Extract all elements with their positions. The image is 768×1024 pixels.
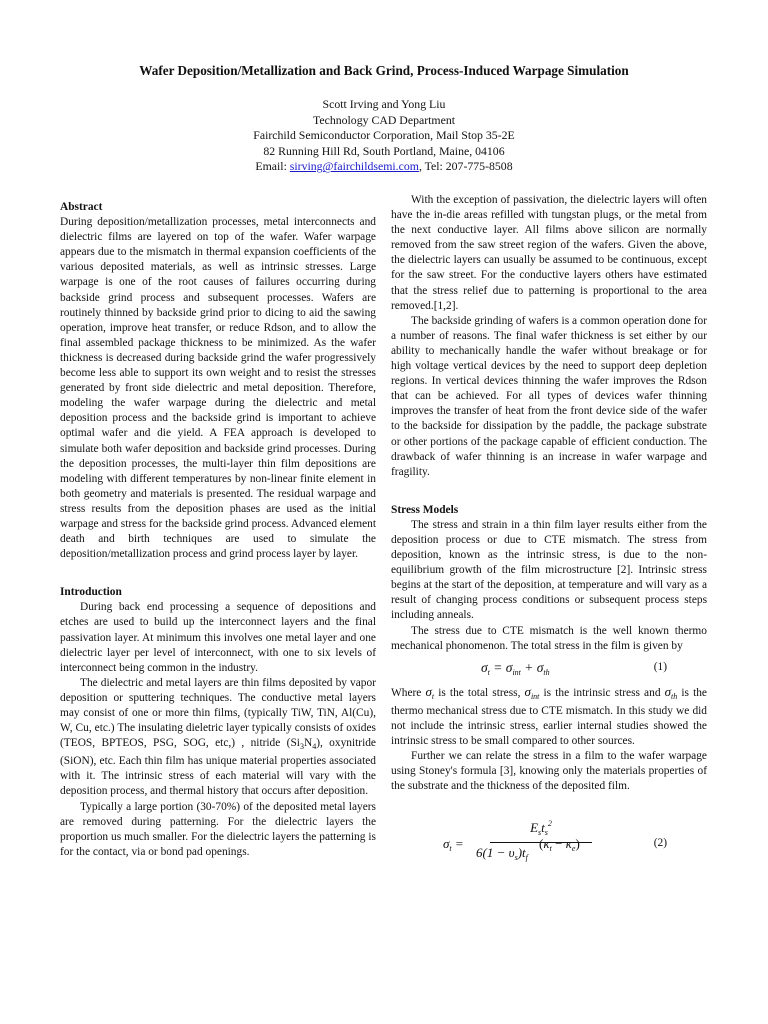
equation-2-lhs: $\sigma_t$ =: [443, 836, 464, 854]
email-prefix: Email:: [255, 159, 290, 174]
author-block: [0, 97, 768, 175]
equation-2: [391, 816, 707, 882]
stress-paragraph-2: The stress due to CTE mismatch is the well known thermo mechanical phonomenon. The total stress in the film is given by: [391, 624, 707, 652]
left-column: [60, 200, 376, 860]
equation-1-number: (1): [653, 660, 667, 673]
equation-1: [391, 654, 707, 684]
right-paragraph-1: With the exception of passivation, the dielectric layers will often have the in-die areas refilled with tungstan plugs, or the metal from the next conductive layer. All films above silicon are normally removed from the saw street region of the wafers. Given the above, the dielectric layers can usually be assumed to be continuous, except for the saw street. For the conductive layers others have estimated that the stress relief due to patterning is proportional to the area removed.[1,2].: [391, 194, 707, 312]
intro-paragraph-1: During back end processing a sequence of depositions and etches are used to build up the interconnect layers and the final passivation layer. At minimum this involves one metal layer and one dielectric layer per level of interconnect, with one to six levels of interconnect being common in the industry.: [60, 601, 376, 674]
author-department: Technology CAD Department: [312, 112, 455, 127]
intro-paragraph-2: The dielectric and metal layers are thin films deposited by vapor deposition or sputtering techniques. The conductive metal layers may consist of one or more thin films, (typically TiW, TiN, Al(Cu), W, Cu, etc.) The insulating dieletric layer typically consists of oxides (TEOS, BPTEOS, PSG, SOG, etc,) , nitride $(Si_3N_4)$, oxynitride (SiON), etc. Each thin film has unique material properties associated with it. The intrinsic stress of each material will vary with the deposition process, and thermal history that occurs after deposition.: [60, 676, 376, 798]
author-company: Fairchild Semiconductor Corporation, Mail Stop 35-2E: [253, 128, 515, 143]
equation-2-number: (2): [653, 837, 667, 850]
right-column: [391, 193, 707, 882]
stress-models-heading: Stress Models: [391, 503, 459, 516]
intro-paragraph-3: Typically a large portion (30-70%) of the deposited metal layers are removed during patterning. For the dielectric layers the proportion us much smaller. For the dielectric layers the patterning is for the contact, via or bond pad openings.: [60, 800, 376, 858]
telephone: , Tel: 207-775-8508: [418, 159, 513, 174]
abstract-text: During deposition/metallization processes, metal interconnects and dielectric films are layered on top of the wafer. Wafer warpage appears due to the mismatch in thermal expansion coefficients of the various deposited materials, as well as intrinsic stresses. Large warpage is one of the root causes of failures occurring during backside grind process and subsequent processes. Wafers are routinely thinned by backside grind prior to dicing to aid the sawing operation, improve heat transfer, or reduce Rdson, and to allow the final assembled package thickness to be minimized. As the wafer thickness is decreased during backside grind the wafer progressively become less able to support its own weight and to resist the stresses generated by front side dielectric and metal deposition. Therefore, modeling the wafer warpage during the dielectric and metal deposition process and the backside grind is important to achieve optimal wafer and die yield. A FEA approach is developed to simulate both wafer deposition and backside grind processes. During the deposition processes, the multi-layer thin film depositions are modeling with different temperatures by non-linear finite element in both geometry and materials is presented. The residual warpage and stress results from the deposition phases are used as the initial warpage and stress for the backside grind process. Advanced element death and birth techniques are used to simulate the deposition/metallization process and grind process layer by layer.: [60, 216, 376, 561]
paper-title: Wafer Deposition/Metallization and Back Grind, Process-Induced Warpage Simulation: [139, 63, 629, 78]
right-paragraph-2: The backside grinding of wafers is a common operation done for a number of reasons. The final wafer thickness is set either by our ability to mechanically handle the wafer without breakage or for high voltage vertical devices by the need to support deep depletion regions. In vertical devices thinning the wafer improves the Rdson that can be achieved. For all types of devices wafer thinning improves the transfer of heat from the front device side of the wafer to the backside for dissipation by the paddle, the package substrate or other portions of the package capable of efficient conduction. The drawback of wafer thinning is an increase in wafer warpage and fragility.: [391, 314, 707, 478]
email-link[interactable]: sirving@fairchildsemi.com: [289, 159, 419, 174]
equation-1-expression: $\sigma_t = \sigma_{int} + \sigma_{th}$: [481, 659, 550, 677]
author-address: 82 Running Hill Rd, South Portland, Maine, 04106: [263, 143, 505, 158]
equation-2-fraction: $E_st_s^2$ $6(1 - \upsilon_s)t_f$: [476, 816, 616, 865]
abstract-heading: Abstract: [60, 201, 103, 213]
introduction-heading: Introduction: [60, 586, 122, 599]
author-contact: [0, 159, 768, 175]
stress-paragraph-1: The stress and strain in a thin film layer results either from the deposition process or due to CTE mismatch. The stress from deposition, known as the intrinsic stress, is due to the non-equilibrium growth of the film microstructure [2]. Intrinsic stress begins at the start of the deposition, at temperature and will vary as a result of changing process conditions or subsequent process steps including anneals.: [391, 518, 707, 622]
equation-2-rhs: $(\kappa_t - \kappa_e)$: [539, 836, 580, 854]
stoney-paragraph: Further we can relate the stress in a film to the wafer warpage using Stoney's formula [3], knowing only the materials properties of the substrate and the thickness of the deposited film.: [391, 750, 707, 793]
where-paragraph: Where $\sigma_t$ is the total stress, $\sigma_{int}$ is the intrinsic stress and $\sigma_{th}$ is the thermo mechanical stress due to CTE mismatch. In this study we did not include the intrinsic stress, earlier internal studies showed the intrinsic stress to be small compared to other sources.: [391, 683, 707, 747]
author-names: Scott Irving and Yong Liu: [322, 97, 446, 111]
